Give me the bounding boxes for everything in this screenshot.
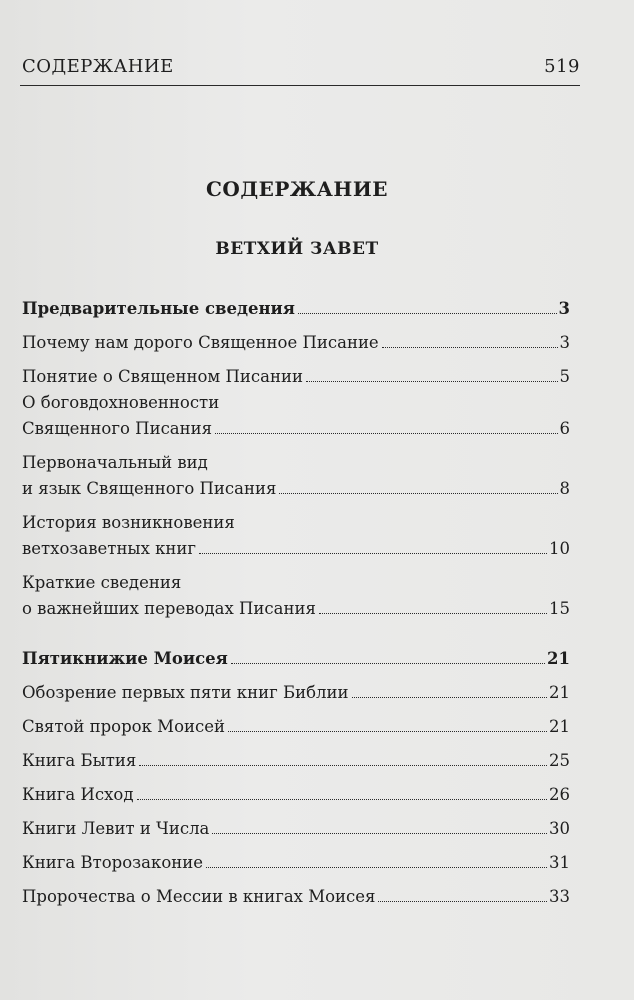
toc-entry-line xyxy=(22,782,570,808)
toc-entry-line xyxy=(22,714,570,740)
running-head-title: СОДЕРЖАНИЕ xyxy=(22,56,174,77)
toc-entry-title: Книга Бытия xyxy=(22,751,137,770)
toc-entry-title: и язык Священного Писания xyxy=(22,479,277,498)
toc-entry xyxy=(22,714,570,740)
toc-entry-title: Обозрение первых пяти книг Библии xyxy=(22,683,349,702)
toc-page-number: 26 xyxy=(549,785,570,804)
toc-entry xyxy=(22,646,570,672)
toc-entry xyxy=(22,816,570,842)
toc-entry-line xyxy=(22,884,570,910)
toc-page-number: 15 xyxy=(549,599,570,618)
toc-page-number: 3 xyxy=(558,299,570,318)
toc-entry xyxy=(22,850,570,876)
dot-leader xyxy=(352,697,547,698)
dot-leader xyxy=(139,765,547,766)
page-number: 519 xyxy=(544,56,580,77)
dot-leader xyxy=(199,553,547,554)
toc-page-number: 8 xyxy=(559,479,570,498)
toc-entry-title: Понятие о Священном Писании xyxy=(22,367,303,386)
toc-entry-line xyxy=(22,416,570,442)
toc-entry-line xyxy=(22,536,570,562)
toc-entry-line xyxy=(22,646,570,672)
toc-entry-line xyxy=(22,680,570,706)
toc-entry-line xyxy=(22,596,570,622)
section-title: ВЕТХИЙ ЗАВЕТ xyxy=(215,239,379,259)
dot-leader xyxy=(215,433,557,434)
dot-leader xyxy=(206,867,547,868)
dot-leader xyxy=(298,313,557,314)
toc-entry-title-line1: О боговдохновенности xyxy=(22,393,220,412)
toc-page-number: 30 xyxy=(549,819,570,838)
dot-leader xyxy=(212,833,547,834)
toc-entry-line xyxy=(22,296,570,322)
toc-entry-title-line1: История возникновения xyxy=(22,513,235,532)
toc-entry xyxy=(22,330,570,356)
toc-entry-title: Книга Второзаконие xyxy=(22,853,204,872)
dot-leader xyxy=(137,799,547,800)
toc-entry-line xyxy=(22,364,570,390)
toc-entry-title: Святой пророк Моисей xyxy=(22,717,226,736)
toc-page-number: 25 xyxy=(549,751,570,770)
toc-entry-title: о важнейших переводах Писания xyxy=(22,599,316,618)
dot-leader xyxy=(382,347,558,348)
toc-entry xyxy=(22,680,570,706)
toc-entry-title: Книга Исход xyxy=(22,785,134,804)
toc-page-number: 21 xyxy=(547,649,570,668)
toc-entry-line xyxy=(22,850,570,876)
toc-entry-title: Пророчества о Мессии в книгах Моисея xyxy=(22,887,376,906)
toc-entry xyxy=(22,884,570,910)
toc-page-number: 3 xyxy=(559,333,570,352)
dot-leader xyxy=(306,381,558,382)
toc-page-number: 10 xyxy=(549,539,570,558)
toc-entry xyxy=(22,296,570,322)
toc-entry xyxy=(22,570,570,622)
toc-entry xyxy=(22,510,570,562)
toc-entry xyxy=(22,364,570,390)
toc-entry-title: Почему нам дорого Священное Писание xyxy=(22,333,379,352)
toc-page-number: 33 xyxy=(549,887,570,906)
dot-leader xyxy=(378,901,547,902)
toc-entry-line xyxy=(22,748,570,774)
toc-entry-line xyxy=(22,816,570,842)
toc-entry xyxy=(22,748,570,774)
toc-page-number: 21 xyxy=(549,683,570,702)
toc-entry xyxy=(22,390,570,442)
toc-entry xyxy=(22,782,570,808)
toc-entry-line xyxy=(22,330,570,356)
dot-leader xyxy=(231,663,545,664)
toc-page-number: 6 xyxy=(559,419,570,438)
toc-page-number: 21 xyxy=(549,717,570,736)
toc-entry-title: Священного Писания xyxy=(22,419,213,438)
dot-leader xyxy=(279,493,557,494)
running-head xyxy=(22,56,580,77)
toc-entry-title: Книги Левит и Числа xyxy=(22,819,210,838)
toc-entry-line xyxy=(22,476,570,502)
toc-entry-title: Пятикнижие Моисея xyxy=(22,649,228,668)
toc-entry-title: ветхозаветных книг xyxy=(22,539,197,558)
toc-entry xyxy=(22,450,570,502)
header-rule xyxy=(20,85,580,86)
toc-page-number: 31 xyxy=(549,853,570,872)
toc-entry-title: Предварительные сведения xyxy=(22,299,295,318)
page-title: СОДЕРЖАНИЕ xyxy=(206,177,388,201)
dot-leader xyxy=(319,613,547,614)
toc-page-number: 5 xyxy=(559,367,570,386)
toc-entry-title-line1: Первоначальный вид xyxy=(22,453,208,472)
dot-leader xyxy=(228,731,547,732)
toc-entry-title-line1: Краткие сведения xyxy=(22,573,182,592)
